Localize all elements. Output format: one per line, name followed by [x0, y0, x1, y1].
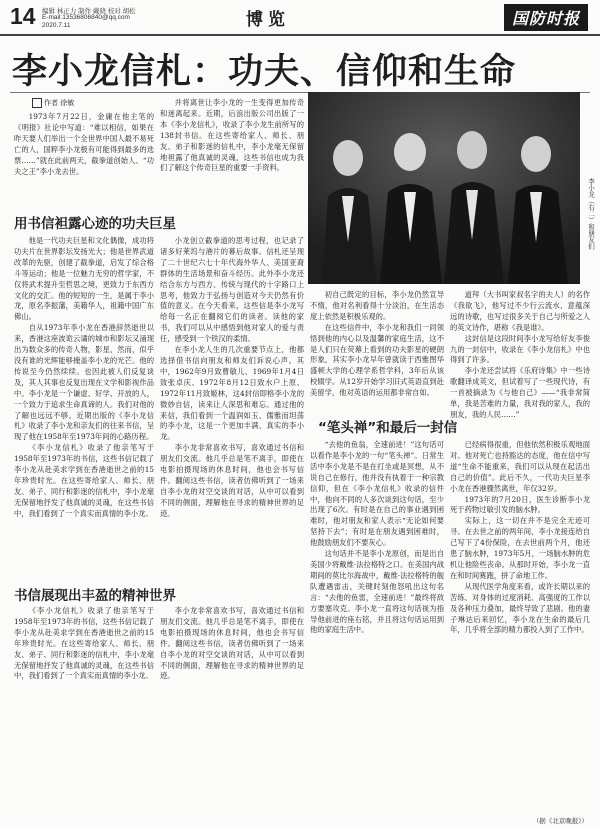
group-photo: [308, 92, 580, 284]
paragraph: 李小龙还尝试将《乐府诗集》中一些诗歌翻译成英文，但试着写了一些现代诗，有一首被摘录为《与他自己》——“我非常简单，我是苦难的力量，我对我的家人，我的朋友，我的人民……”: [450, 366, 590, 419]
paragraph: 在李小龙人生的几次重要节点上，他都选择借书信向朋友和师友们诉说心声。其中，1962年9月致曹敏儿、1969年1月4日致张卓庆、1972年8月12日致水户上原、1972年11月致姬林，这4封信即格李小龙的微妙自信，读来让人深思和难忘。通过他的来信，我们看到一个温润如玉、儒雅而坦荡的李小龙，这是一个更加丰满、真实的李小龙。: [160, 345, 304, 442]
column-1-bottom: [14, 606, 154, 816]
group-photo-image: [308, 92, 580, 284]
newspaper-logo: 国防时报: [504, 4, 588, 31]
source-note: （据《北京晚报》）: [532, 817, 588, 825]
byline-text: 作者 徐敏: [44, 99, 75, 107]
subhead-3: “笔头禅”和最后一封信: [318, 420, 458, 436]
paragraph: 《李小龙信札》收录了他亲笔写于1958年至1973年的书信，这些书信记载了李小龙从赴美求学到在香港逝世之前的15年珍贵时光。在这些寄给家人、师长、朋友、弟子、同行和影迷的信札中，李小龙毫无保留地抒发了他真诚的灵魂，在这些书信中，我们看到了一个真实而真情的李小龙。: [14, 443, 154, 518]
paragraph: 李小龙非常喜欢书写，喜欢通过书信和朋友们交流。他几乎总是笔不离手，即使在电影拍摄现场的休息时间，他也会书写信件。翻阅这些书信，读者仿佛听到了一场来自李小龙的对空交谈的对话，从中可以看到不同的侧面，理解他在寻求的精神世界的足迹。: [160, 606, 304, 681]
paragraph: 这句话并不是李小龙原创，而是出自美国少将戴维·法拉格特之口。在美国内战期间的莫比尔海战中，戴维·法拉格特的舰队遭遇雷击，关键时刻他怒吼出这句名言：“去他的鱼雷，全速前进！”最终将敌方要塞攻克。李小龙一直将这句话视为指导他前进的座右铭，并且将这句话运用到他的家庭生活中。: [310, 549, 444, 635]
paragraph: 自从1973年李小龙在香港辞然逝世以来，香港这座波诡云谲的城市和影坛又涌现出为数众多的传奇人物，影星、然而，似乎没有谁的光辉能够掩盖李小龙的光芒。他的传说至今仍然续续。也因此被人们反复谈及，其人其事也反复出现在文学和影视作品中。李小龙是一个谦虚、好学、开放的人，一个致力于追求生命真谛的人。我们对他的了解也远远不够。近期出版的《李小龙信札》收录了李小龙和亲友们的往来书信，呈现了他在1958年至1973年间的心路历程。: [14, 323, 154, 442]
paragraph: 从现代医学角度来看，或许长期以来的苦练、对身体的过度消耗、高强度的工作以及各种压力叠加，最终导致了悲剧。他的妻子琳达后来回忆，李小龙在生命的最后几年，几乎将全部的精力都投入到了工作中。: [450, 581, 590, 635]
paragraph: 1973年的7月20日，医生诊断李小龙死于药物过敏引发的脑水肿。: [450, 494, 590, 515]
column-4: [450, 440, 590, 812]
page-number: 14: [10, 3, 36, 29]
column-2: [160, 236, 304, 576]
page-header: [0, 0, 600, 36]
section-title: 博览: [246, 10, 290, 30]
paragraph: 实际上，这一切在并不是完全无迹可寻。在去世之前的两年间，李小龙接连给自己写下了4份保险，在去世前两个月，他还患了脑水肿，1973年5月，一场脑水肿的危机让他险些丧命。从那时开始，李小龙一直在和时间赛跑，拼了命地工作。: [450, 516, 590, 580]
paragraph: 并将离世让李小龙的一生变得更加传奇和迷离起来。近期，后浪出版公司出版了一本《李小龙信札》，收录了李小龙生前所写的138封书信。在这些寄给家人、师长、朋友、弟子和影迷的信札中，李小龙毫无保留地袒露了他真诚的灵魂，这些书信也成为我们了解这个传奇巨星的重要一手资料。: [160, 98, 304, 173]
paragraph: 道拜（大书叫家叔名字的夫人）的名作《我欲飞》，他写过不少行云流水、意蕴深远的诗歌，也写过很多关于自己与所爱之人的英文诗作，堪称《我是谁》。: [450, 290, 590, 332]
author-box-icon: [32, 98, 42, 108]
editor-email: E-mail:13536806840@qq.com: [42, 14, 130, 21]
column-2-bottom: [160, 606, 304, 816]
paragraph: 已经病得很重，但他依然积极乐观地面对。他对死亡也持豁达的态度，他在信中写道“生命不能重来，我们可以从现在起活出自己的价值”。此后不久，一代功夫巨星李小龙在香港骤然离世，年仅32岁。: [450, 440, 590, 493]
paragraph: “去他的鱼翁，全速前进！”这句话可以看作是李小龙的一句“笔头禅”。日常生活中李小龙是不是在打坐或是冥想，从不说自己在修行，他并没有执着于一种宗教信仰，但在《李小龙信札》收录的信件中，他向不同的人多次谈到这句话，至少出现了6次。有时是在自己的事业遇到困难时，他对朋友和家人表示“无论如何要坚持下去”；有时是在朋友遇到困难时，他鼓励朋友们不要灰心。: [310, 440, 444, 548]
paragraph: 在这些信件中，李小龙和我们一同领悟到他的内心以及温馨的家庭生活，这不是人们只在荧幕上看到的功夫影星的硬朗形象，其实李小龙早年曾就读于西雅图华盛顿大学的心理学系哲学科，3年后从该校辍学。从12岁开始学习旧式英语直到赴美留学，他对英语的运用都非常自如。: [310, 322, 444, 398]
paragraph: 小龙创立截拳道的思考过程，也记录了诸多好莱坞与港片的幕后故事。信札还呈现了二十世纪六七十年代海外华人、美国亚裔群体的生活场景和奋斗经历。此外李小龙还结合东方与西方、传统与现代的十字路口上思考，他致力于弘扬与创造对今天仍然有价值的意义。在今天看来，这些信是李小龙写给每一名正在翻阅它们的读者。读他的家书，我们可以从中感悟到他对家人的爱与责任，感受到一个铁汉的柔情。: [160, 236, 304, 344]
editor-credits: 编辑 林正力 制作 戴晓 校对 胡松: [42, 8, 136, 15]
paragraph: 他是一代功夫巨星和文化偶像，成功将功夫片在世界影坛发扬光大；他是世界武道改革的先驱，创建了截拳道，启发了综合格斗等运动；他是一位魅力无穷的哲学家，不仅将武术提升至哲思之境，更致力于东西方文化的交汇。他的短短的一生，是属于李小龙，原名李振藩，美籍华人，祖籍中国广东佛山。: [14, 236, 154, 322]
byline: [32, 98, 74, 108]
paragraph: 这封信是这段时间李小龙写给好友李俊九的一封信中，收录在《李小龙信札》中也得到了许多。: [450, 333, 590, 365]
subhead-1: 用书信袒露心迹的功夫巨星: [14, 216, 176, 232]
paragraph: 《李小龙信札》收录了他亲笔写于1958年至1973年的书信，这些书信记载了李小龙从赴美求学到在香港逝世之前的15年珍贵时光。在这些寄给家人、师长、朋友、弟子、同行和影迷的信札中，李小龙毫无保留地抒发了他真诚的灵魂，在这些书信中，我们看到了一个真实而真情的李小龙。: [14, 606, 154, 681]
column-1-top: [14, 112, 154, 206]
column-3: [310, 440, 444, 816]
column-3-top: [310, 290, 444, 410]
issue-date: 2020.7.11: [42, 22, 71, 29]
paragraph: 李小龙非常喜欢书写，喜欢通过书信和朋友们交流。他几乎总是笔不离手，即使在电影拍摄现场的休息时间，他也会书写信件。翻阅这些书信，读者仿佛听到了一场来自李小龙的对空交谈的对话，从中可以看到不同的侧面，理解他在寻求的精神世界的足迹。: [160, 443, 304, 518]
photo-caption: 李小龙（右二）和朋友们: [587, 178, 595, 250]
subhead-2: 书信展现出丰盈的精神世界: [14, 588, 176, 604]
paragraph: 1973年7月22日，金庸在他主笔的《明报》社论中写道：“难以相信，如果在昨天要人们举出一个全世界中国人最不易死亡的人，国粹李小龙极有可能得到最多的选票……”就在此前两天，截拳道创始人、“功夫之王”李小龙去世。: [14, 112, 154, 176]
paragraph: 初自己既定的目标，李小龙仍然宣导不惰，他对名利看得十分淡泊，在生活态度上依然是积极乐观的。: [310, 290, 444, 321]
column-2-top: [160, 98, 304, 206]
article-headline: 李小龙信札：功夫、信仰和生命: [12, 52, 517, 92]
column-4-top: [450, 290, 590, 419]
column-1: [14, 236, 154, 576]
